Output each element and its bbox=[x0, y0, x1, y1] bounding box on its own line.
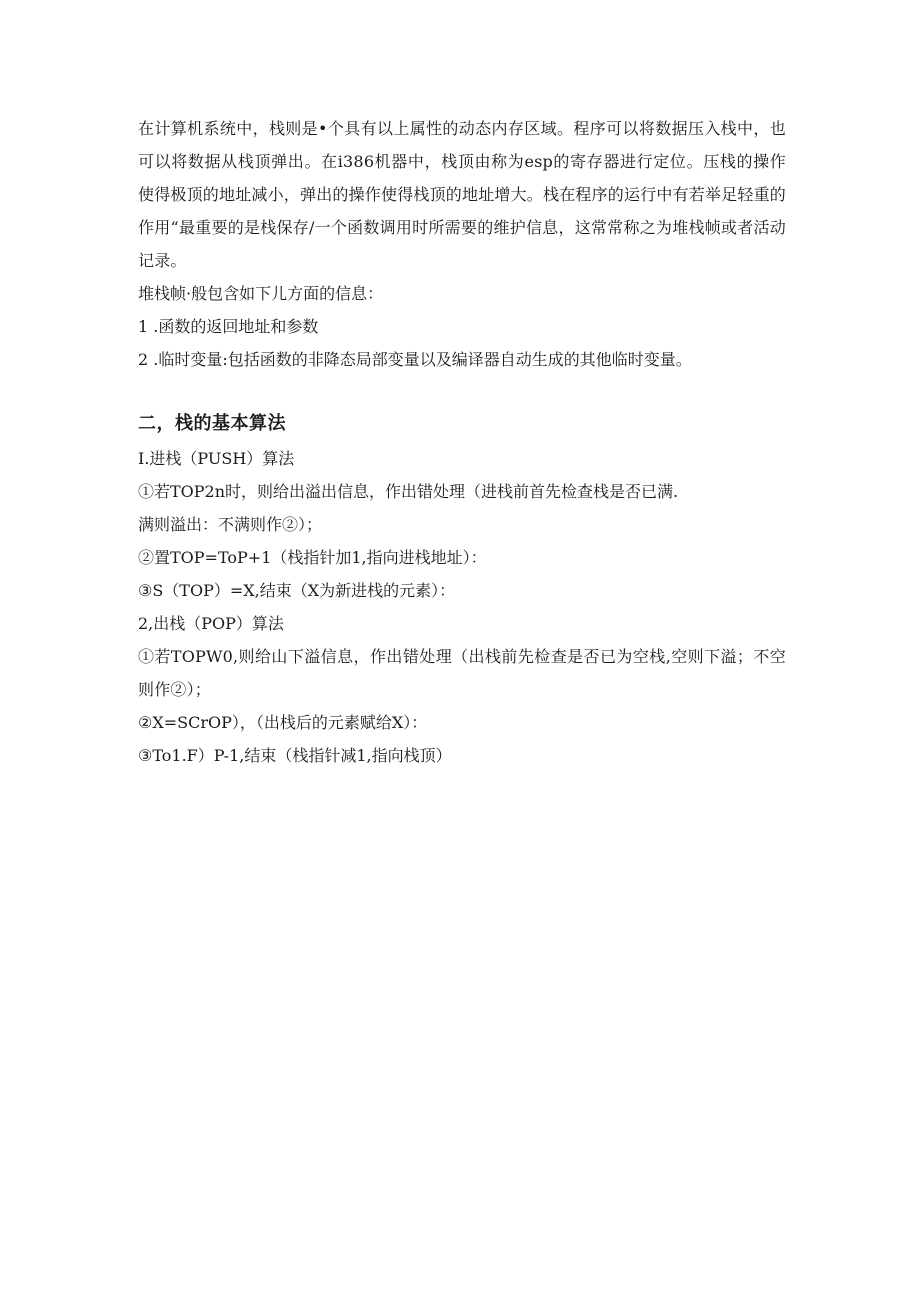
pop-step-2: ②X=SCrOP），（出栈后的元素赋给X）： bbox=[138, 713, 428, 732]
push-title: I.进栈（PUSH）算法 bbox=[138, 449, 295, 468]
section-heading: 二，栈的基本算法 bbox=[138, 413, 286, 434]
frame-item-return-address: 1 .函数的返回地址和参数 bbox=[138, 317, 319, 336]
push-step-3: ③S（TOP）=X,结束（X为新进栈的元素）： bbox=[138, 581, 456, 600]
pop-step-3: ③To1.F）P-1,结束（栈指针减1,指向栈顶） bbox=[138, 746, 452, 765]
frame-item-temp-vars: 2 .临时变量:包括函数的非降态局部变量以及编译器自动生成的其他临时变量。 bbox=[138, 350, 692, 369]
push-step-1: ①若TOP2n时，则给出溢出信息，作出错处理（进栈前首先检查栈是否已满. bbox=[138, 482, 679, 501]
frame-intro: 堆栈帧·般包含如下儿方面的信息： bbox=[138, 284, 384, 303]
intro-paragraph: 在计算机系统中，栈则是•个具有以上属性的动态内存区域。程序可以将数据压入栈中，也可以将数据从栈顶弹出。在i386机器中，栈顶由称为esp的寄存器进行定位。压栈的操作使得极顶的地址减小，弹出的操作使得栈顶的地址增大。栈在程序的运行中有若举足轻重的作用“最重要的是栈保存/一个函数调用时所需要的维护信息，这常常称之为堆栈帧或者活动记录。 bbox=[138, 119, 787, 270]
pop-step-1: ①若TOPW0,则给山下溢信息，作出错处理（出栈前先检查是否已为空栈,空则下溢；不空则作②）； bbox=[138, 647, 786, 699]
push-step-2: ②置TOP=ToP+1（栈指针加1,指向进栈地址）： bbox=[138, 548, 487, 567]
push-step-1-continued: 满则溢出：不满则作②）； bbox=[138, 515, 323, 534]
pop-title: 2,出栈（POP）算法 bbox=[138, 614, 284, 633]
document-body bbox=[138, 112, 786, 772]
